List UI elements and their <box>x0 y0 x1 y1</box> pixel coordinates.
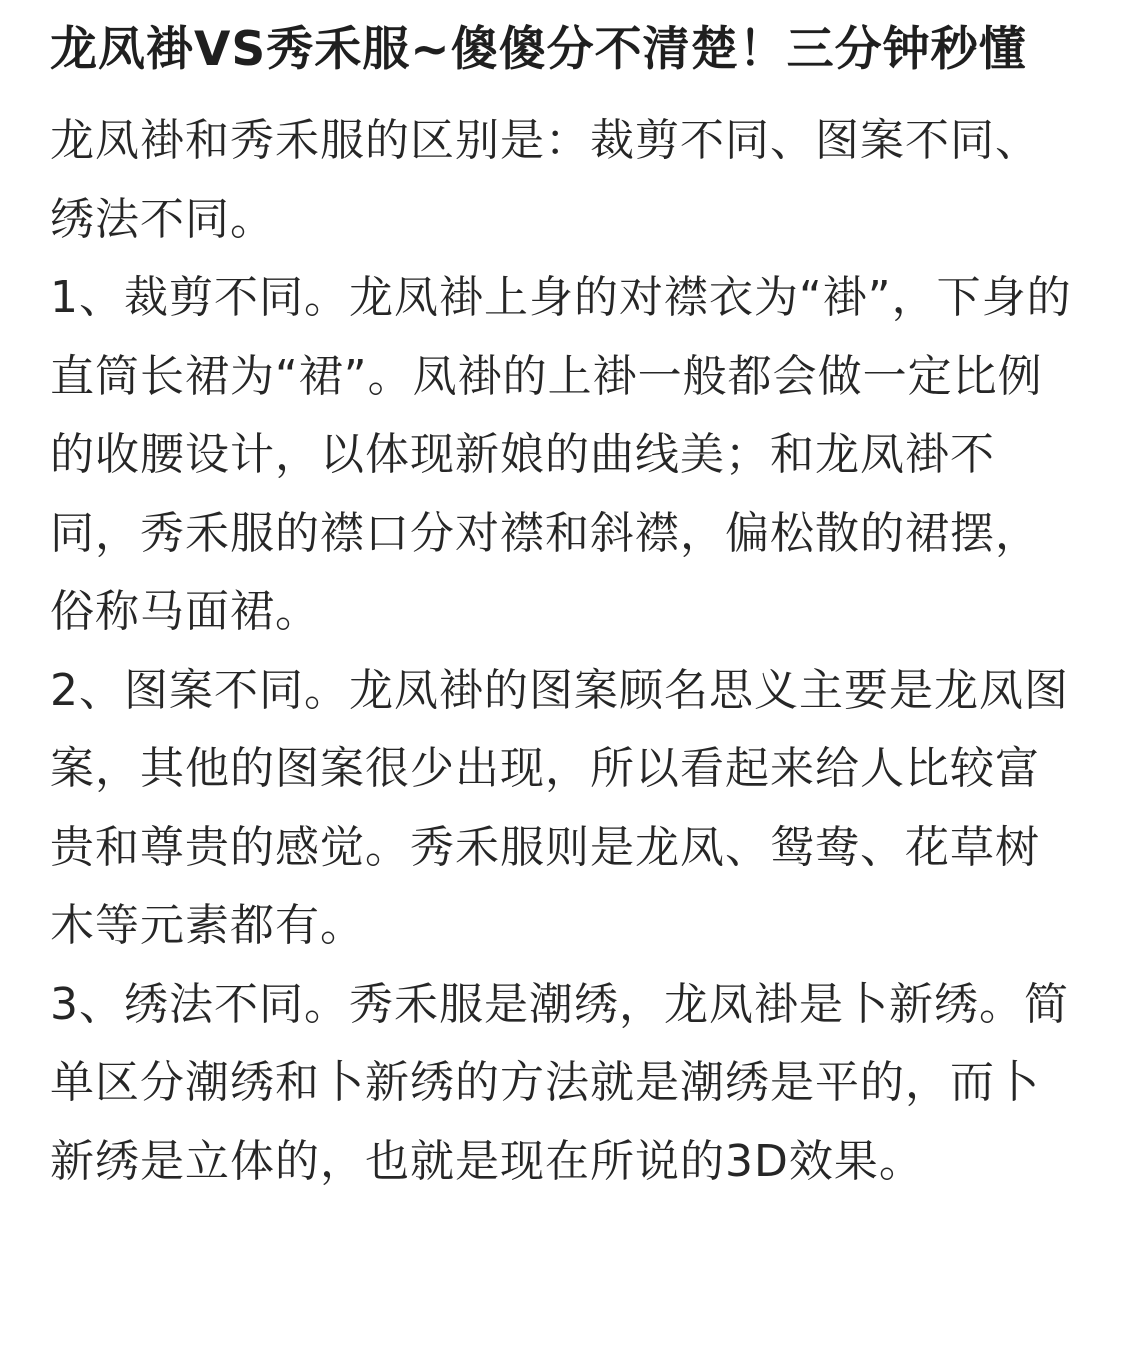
point-2-paragraph: 2、图案不同。龙凤褂的图案顾名思义主要是龙凤图案，其他的图案很少出现，所以看起来给人比较富贵和尊贵的感觉。秀禾服则是龙凤、鸳鸯、花草树木等元素都有。 <box>50 664 1069 951</box>
point-3-paragraph: 3、绣法不同。秀禾服是潮绣，龙凤褂是卜新绣。简单区分潮绣和卜新绣的方法就是潮绣是平的，而卜新绣是立体的，也就是现在所说的3D效果。 <box>50 978 1069 1187</box>
article <box>50 0 1080 1201</box>
intro-paragraph: 龙凤褂和秀禾服的区别是：裁剪不同、图案不同、绣法不同。 <box>50 115 1040 245</box>
point-1-paragraph: 1、裁剪不同。龙凤褂上身的对襟衣为“褂”，下身的直筒长裙为“裙”。凤褂的上褂一般都会做一定比例的收腰设计，以体现新娘的曲线美；和龙凤褂不同，秀禾服的襟口分对襟和斜襟，偏松散的裙摆，俗称马面裙。 <box>50 272 1072 637</box>
article-title: 龙凤褂VS秀禾服~傻傻分不清楚！三分钟秒懂 <box>50 22 1027 77</box>
